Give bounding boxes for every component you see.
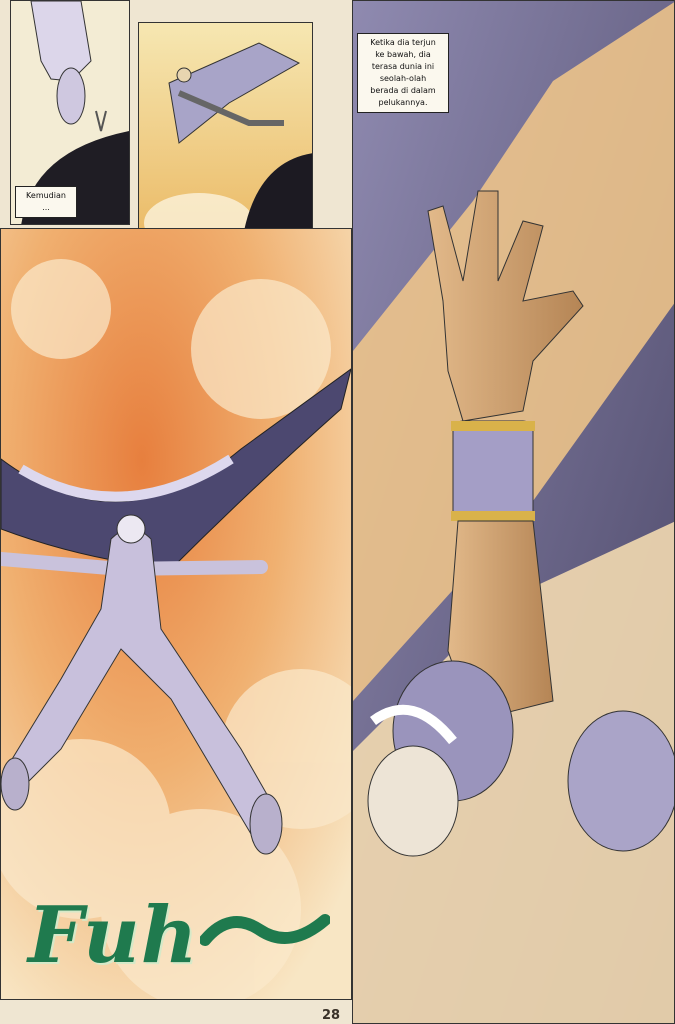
falling-figure-illustration (1, 229, 352, 1000)
sfx-fuh (28, 890, 198, 981)
caption-kemudian-line-2: ... (42, 203, 50, 212)
panel-reaching-hand (352, 0, 675, 1024)
sfx-fuh-text: Fuh (28, 890, 199, 981)
reaching-hand-illustration (353, 1, 675, 1024)
caption-kemudian-line-1: Kemudian (26, 191, 66, 200)
narration-line-1: Ketika dia terjun (370, 38, 436, 47)
sfx-tilde-icon (200, 905, 330, 955)
panel-falling-figure (0, 228, 352, 1000)
narration-line-4: seolah-olah (379, 74, 427, 83)
narration-line-3: terasa dunia ini (371, 62, 435, 71)
caption-kemudian (15, 186, 77, 218)
narration-line-5: berada di dalam (370, 86, 436, 95)
page-number: 28 (322, 1008, 341, 1023)
panel-falling-feet (10, 0, 130, 225)
narration-line-2: ke bawah, dia (375, 50, 431, 59)
narration-line-6: pelukannya. (378, 98, 428, 107)
caption-narration (357, 33, 449, 113)
